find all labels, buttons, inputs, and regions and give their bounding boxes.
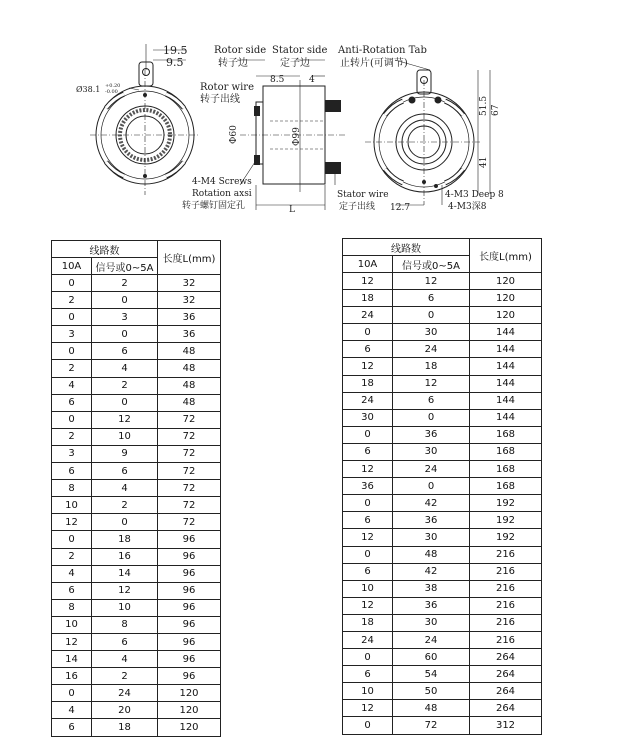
cell-10a: 10 bbox=[52, 616, 92, 633]
cell-10a: 0 bbox=[343, 426, 393, 443]
table-row bbox=[52, 531, 221, 548]
cell-10a: 3 bbox=[52, 445, 92, 462]
rotor-wire-label-cn: 转子出线 bbox=[200, 94, 240, 105]
cell-length: 216 bbox=[470, 546, 542, 563]
front-view-stator bbox=[365, 60, 490, 205]
cell-length: 192 bbox=[470, 512, 542, 529]
table-row bbox=[343, 290, 542, 307]
cell-length: 96 bbox=[158, 565, 221, 582]
table-row bbox=[52, 292, 221, 309]
cell-signal: 12 bbox=[393, 375, 470, 392]
cell-length: 48 bbox=[158, 377, 221, 394]
cell-signal: 30 bbox=[393, 324, 470, 341]
table-row bbox=[343, 461, 542, 478]
cell-length: 96 bbox=[158, 548, 221, 565]
front-view-rotor bbox=[90, 44, 200, 195]
cell-10a: 6 bbox=[343, 443, 393, 460]
cell-signal: 12 bbox=[92, 582, 158, 599]
header-circuit-count: 线路数 bbox=[52, 241, 158, 258]
cell-10a: 2 bbox=[52, 292, 92, 309]
table-row bbox=[343, 597, 542, 614]
cell-10a: 4 bbox=[52, 702, 92, 719]
cell-length: 144 bbox=[470, 409, 542, 426]
table-row bbox=[343, 563, 542, 580]
cell-length: 96 bbox=[158, 599, 221, 616]
table-row bbox=[343, 478, 542, 495]
table-row bbox=[52, 719, 221, 736]
cell-signal: 0 bbox=[393, 409, 470, 426]
cell-signal: 18 bbox=[393, 358, 470, 375]
table-row bbox=[52, 514, 221, 531]
spec-table-right bbox=[342, 238, 542, 735]
table-row bbox=[52, 463, 221, 480]
cell-length: 168 bbox=[470, 478, 542, 495]
cell-10a: 12 bbox=[343, 461, 393, 478]
cell-10a: 0 bbox=[52, 531, 92, 548]
cell-10a: 0 bbox=[343, 324, 393, 341]
cell-signal: 24 bbox=[393, 461, 470, 478]
cell-signal: 2 bbox=[92, 377, 158, 394]
cell-10a: 6 bbox=[52, 582, 92, 599]
cell-length: 168 bbox=[470, 443, 542, 460]
cell-length: 120 bbox=[158, 719, 221, 736]
table-row bbox=[343, 683, 542, 700]
cell-signal: 2 bbox=[92, 668, 158, 685]
table-row bbox=[343, 580, 542, 597]
cell-signal: 0 bbox=[92, 514, 158, 531]
cell-signal: 3 bbox=[92, 309, 158, 326]
cell-length: 216 bbox=[470, 614, 542, 631]
cell-10a: 6 bbox=[343, 341, 393, 358]
cell-length: 120 bbox=[158, 685, 221, 702]
cell-length: 216 bbox=[470, 631, 542, 648]
table-row bbox=[343, 666, 542, 683]
cell-length: 96 bbox=[158, 582, 221, 599]
cell-10a: 0 bbox=[343, 717, 393, 734]
cell-length: 72 bbox=[158, 480, 221, 497]
cell-signal: 36 bbox=[393, 597, 470, 614]
table-row bbox=[343, 614, 542, 631]
cell-signal: 8 bbox=[92, 616, 158, 633]
cell-signal: 4 bbox=[92, 480, 158, 497]
cell-length: 72 bbox=[158, 463, 221, 480]
rotor-side-label: Rotor side bbox=[214, 45, 267, 56]
dim-9-5: 9.5 bbox=[166, 56, 184, 69]
cell-length: 36 bbox=[158, 309, 221, 326]
table-row bbox=[343, 529, 542, 546]
cell-10a: 12 bbox=[343, 358, 393, 375]
cell-10a: 30 bbox=[343, 409, 393, 426]
table-row bbox=[52, 582, 221, 599]
header-signal: 信号或0~5A bbox=[393, 256, 470, 273]
table-row bbox=[343, 495, 542, 512]
cell-length: 264 bbox=[470, 666, 542, 683]
stator-wire-label: Stator wire bbox=[337, 190, 389, 200]
screws-label-1: 4-M4 Screws bbox=[192, 177, 252, 187]
cell-length: 72 bbox=[158, 514, 221, 531]
table-row bbox=[52, 480, 221, 497]
header-10a: 10A bbox=[343, 256, 393, 273]
cell-length: 144 bbox=[470, 358, 542, 375]
cell-10a: 0 bbox=[343, 649, 393, 666]
table-row bbox=[52, 377, 221, 394]
cell-10a: 24 bbox=[343, 392, 393, 409]
cell-length: 144 bbox=[470, 392, 542, 409]
cell-10a: 10 bbox=[52, 497, 92, 514]
cell-signal: 24 bbox=[393, 631, 470, 648]
table-row bbox=[343, 358, 542, 375]
table-row bbox=[52, 548, 221, 565]
cell-signal: 50 bbox=[393, 683, 470, 700]
cell-10a: 8 bbox=[52, 480, 92, 497]
cell-length: 144 bbox=[470, 324, 542, 341]
table-row bbox=[343, 273, 542, 290]
cell-10a: 10 bbox=[343, 683, 393, 700]
table-row bbox=[343, 392, 542, 409]
cell-signal: 0 bbox=[92, 394, 158, 411]
cell-10a: 16 bbox=[52, 668, 92, 685]
cell-signal: 48 bbox=[393, 700, 470, 717]
cell-signal: 2 bbox=[92, 275, 158, 292]
table-row bbox=[52, 309, 221, 326]
cell-length: 96 bbox=[158, 651, 221, 668]
table-row bbox=[343, 443, 542, 460]
cell-length: 168 bbox=[470, 461, 542, 478]
header-length: 长度L(mm) bbox=[470, 239, 542, 273]
cell-length: 48 bbox=[158, 343, 221, 360]
cell-10a: 0 bbox=[52, 411, 92, 428]
cell-10a: 6 bbox=[52, 719, 92, 736]
cell-10a: 12 bbox=[343, 273, 393, 290]
cell-length: 192 bbox=[470, 529, 542, 546]
table-row bbox=[52, 497, 221, 514]
table-row bbox=[343, 341, 542, 358]
cell-10a: 12 bbox=[52, 633, 92, 650]
cell-signal: 0 bbox=[393, 478, 470, 495]
cell-signal: 9 bbox=[92, 445, 158, 462]
m3-label: 4-M3 Deep 8 bbox=[445, 190, 504, 200]
cell-10a: 6 bbox=[343, 666, 393, 683]
cell-length: 144 bbox=[470, 341, 542, 358]
cell-10a: 3 bbox=[52, 326, 92, 343]
cell-10a: 18 bbox=[343, 290, 393, 307]
dim-12-7: 12.7 bbox=[390, 203, 411, 213]
cell-length: 32 bbox=[158, 292, 221, 309]
cell-10a: 6 bbox=[52, 394, 92, 411]
cell-signal: 16 bbox=[92, 548, 158, 565]
table-row bbox=[343, 700, 542, 717]
cell-10a: 8 bbox=[52, 599, 92, 616]
tolerance-lower: -0.00 bbox=[105, 89, 118, 95]
header-circuit-count: 线路数 bbox=[343, 239, 470, 256]
cell-10a: 0 bbox=[52, 309, 92, 326]
cell-10a: 2 bbox=[52, 360, 92, 377]
cell-signal: 14 bbox=[92, 565, 158, 582]
dim-dia-38: Ø38.1 bbox=[76, 85, 101, 94]
cell-10a: 0 bbox=[52, 343, 92, 360]
cell-length: 216 bbox=[470, 563, 542, 580]
tolerance-upper: +0.20 bbox=[105, 83, 121, 89]
cell-length: 72 bbox=[158, 428, 221, 445]
table-row bbox=[52, 685, 221, 702]
anti-rotation-label-cn: 止转片(可调节) bbox=[340, 58, 408, 69]
header-length: 长度L(mm) bbox=[158, 241, 221, 275]
cell-signal: 4 bbox=[92, 651, 158, 668]
cell-length: 264 bbox=[470, 683, 542, 700]
cell-10a: 0 bbox=[343, 546, 393, 563]
table-row bbox=[52, 651, 221, 668]
table-row bbox=[52, 445, 221, 462]
dim-4: 4 bbox=[309, 75, 315, 85]
cell-signal: 0 bbox=[393, 307, 470, 324]
cell-length: 96 bbox=[158, 531, 221, 548]
table-row bbox=[343, 717, 542, 734]
cell-length: 144 bbox=[470, 375, 542, 392]
screws-label-cn: 转子螺钉固定孔 bbox=[182, 201, 246, 211]
cell-10a: 36 bbox=[343, 478, 393, 495]
cell-signal: 12 bbox=[92, 411, 158, 428]
cell-10a: 12 bbox=[343, 700, 393, 717]
table-row bbox=[343, 512, 542, 529]
cell-10a: 4 bbox=[52, 377, 92, 394]
cell-length: 120 bbox=[470, 290, 542, 307]
cell-10a: 10 bbox=[343, 580, 393, 597]
dim-67: 67 bbox=[491, 104, 501, 116]
cell-length: 72 bbox=[158, 497, 221, 514]
cell-10a: 2 bbox=[52, 548, 92, 565]
stator-side-label: Stator side bbox=[272, 45, 328, 56]
cell-signal: 18 bbox=[92, 531, 158, 548]
cell-10a: 0 bbox=[343, 495, 393, 512]
cell-signal: 6 bbox=[393, 290, 470, 307]
cell-length: 96 bbox=[158, 668, 221, 685]
cell-10a: 14 bbox=[52, 651, 92, 668]
table-row bbox=[343, 426, 542, 443]
dim-phi-99: Φ99 bbox=[292, 127, 302, 146]
table-row bbox=[52, 275, 221, 292]
cell-10a: 4 bbox=[52, 565, 92, 582]
stator-wire-label-cn: 定子出线 bbox=[339, 202, 376, 212]
cell-10a: 6 bbox=[343, 512, 393, 529]
cell-signal: 30 bbox=[393, 443, 470, 460]
table-row bbox=[52, 360, 221, 377]
table-row bbox=[52, 565, 221, 582]
cell-signal: 12 bbox=[393, 273, 470, 290]
cell-10a: 0 bbox=[52, 685, 92, 702]
cell-length: 264 bbox=[470, 649, 542, 666]
table-row bbox=[52, 394, 221, 411]
cell-10a: 0 bbox=[52, 275, 92, 292]
cell-length: 72 bbox=[158, 411, 221, 428]
cell-10a: 24 bbox=[343, 307, 393, 324]
table-row bbox=[52, 326, 221, 343]
dim-L: L bbox=[289, 205, 295, 215]
cell-signal: 4 bbox=[92, 360, 158, 377]
table-row bbox=[343, 307, 542, 324]
cell-length: 96 bbox=[158, 616, 221, 633]
table-row bbox=[52, 599, 221, 616]
cell-signal: 20 bbox=[92, 702, 158, 719]
dim-phi-60: Φ60 bbox=[229, 125, 239, 144]
cell-signal: 18 bbox=[92, 719, 158, 736]
cell-signal: 54 bbox=[393, 666, 470, 683]
cell-length: 312 bbox=[470, 717, 542, 734]
cell-10a: 12 bbox=[52, 514, 92, 531]
dim-19-5: 19.5 bbox=[163, 44, 188, 57]
cell-length: 120 bbox=[470, 273, 542, 290]
table-row bbox=[52, 702, 221, 719]
table-row bbox=[52, 411, 221, 428]
cell-signal: 24 bbox=[393, 341, 470, 358]
dim-41: 41 bbox=[479, 156, 489, 168]
cell-10a: 6 bbox=[52, 463, 92, 480]
cell-signal: 0 bbox=[92, 326, 158, 343]
cell-length: 96 bbox=[158, 633, 221, 650]
cell-signal: 30 bbox=[393, 529, 470, 546]
rotor-side-label-cn: 转子边 bbox=[218, 58, 248, 69]
table-row bbox=[343, 409, 542, 426]
cell-length: 168 bbox=[470, 426, 542, 443]
header-10a: 10A bbox=[52, 258, 92, 275]
table-row bbox=[52, 428, 221, 445]
header-signal: 信号或0~5A bbox=[92, 258, 158, 275]
cell-10a: 24 bbox=[343, 631, 393, 648]
cell-signal: 36 bbox=[393, 426, 470, 443]
cell-length: 264 bbox=[470, 700, 542, 717]
screws-label-2: Rotation axsi bbox=[192, 189, 252, 199]
cell-signal: 6 bbox=[393, 392, 470, 409]
table-row bbox=[343, 324, 542, 341]
cell-signal: 36 bbox=[393, 512, 470, 529]
cell-10a: 12 bbox=[343, 529, 393, 546]
cell-signal: 38 bbox=[393, 580, 470, 597]
rotor-wire-label: Rotor wire bbox=[200, 82, 255, 93]
cell-10a: 2 bbox=[52, 428, 92, 445]
technical-drawing bbox=[0, 0, 625, 230]
table-row bbox=[343, 546, 542, 563]
cell-length: 48 bbox=[158, 360, 221, 377]
cell-signal: 0 bbox=[92, 292, 158, 309]
cell-signal: 2 bbox=[92, 497, 158, 514]
cell-length: 48 bbox=[158, 394, 221, 411]
cell-length: 192 bbox=[470, 495, 542, 512]
cell-length: 216 bbox=[470, 580, 542, 597]
table-row bbox=[343, 631, 542, 648]
cell-length: 36 bbox=[158, 326, 221, 343]
cell-signal: 60 bbox=[393, 649, 470, 666]
cell-signal: 72 bbox=[393, 717, 470, 734]
cell-signal: 42 bbox=[393, 495, 470, 512]
table-row bbox=[343, 375, 542, 392]
cell-signal: 6 bbox=[92, 343, 158, 360]
cell-length: 32 bbox=[158, 275, 221, 292]
dim-51-5: 51.5 bbox=[479, 95, 489, 116]
cell-signal: 30 bbox=[393, 614, 470, 631]
table-row bbox=[52, 616, 221, 633]
cell-signal: 42 bbox=[393, 563, 470, 580]
cell-10a: 18 bbox=[343, 375, 393, 392]
stator-side-label-cn: 定子边 bbox=[280, 58, 310, 69]
cell-10a: 12 bbox=[343, 597, 393, 614]
cell-signal: 48 bbox=[393, 546, 470, 563]
cell-10a: 18 bbox=[343, 614, 393, 631]
cell-signal: 6 bbox=[92, 633, 158, 650]
cell-length: 72 bbox=[158, 445, 221, 462]
cell-signal: 24 bbox=[92, 685, 158, 702]
cell-signal: 10 bbox=[92, 428, 158, 445]
spec-table-left bbox=[51, 240, 221, 737]
cell-10a: 6 bbox=[343, 563, 393, 580]
cell-signal: 10 bbox=[92, 599, 158, 616]
cell-signal: 6 bbox=[92, 463, 158, 480]
table-row bbox=[52, 668, 221, 685]
cell-length: 120 bbox=[158, 702, 221, 719]
m3-label-cn: 4-M3深8 bbox=[448, 202, 487, 212]
table-row bbox=[52, 633, 221, 650]
anti-rotation-label: Anti-Rotation Tab bbox=[338, 45, 427, 56]
cell-length: 216 bbox=[470, 597, 542, 614]
dim-8-5: 8.5 bbox=[270, 75, 285, 85]
table-row bbox=[52, 343, 221, 360]
table-row bbox=[343, 649, 542, 666]
cell-length: 120 bbox=[470, 307, 542, 324]
